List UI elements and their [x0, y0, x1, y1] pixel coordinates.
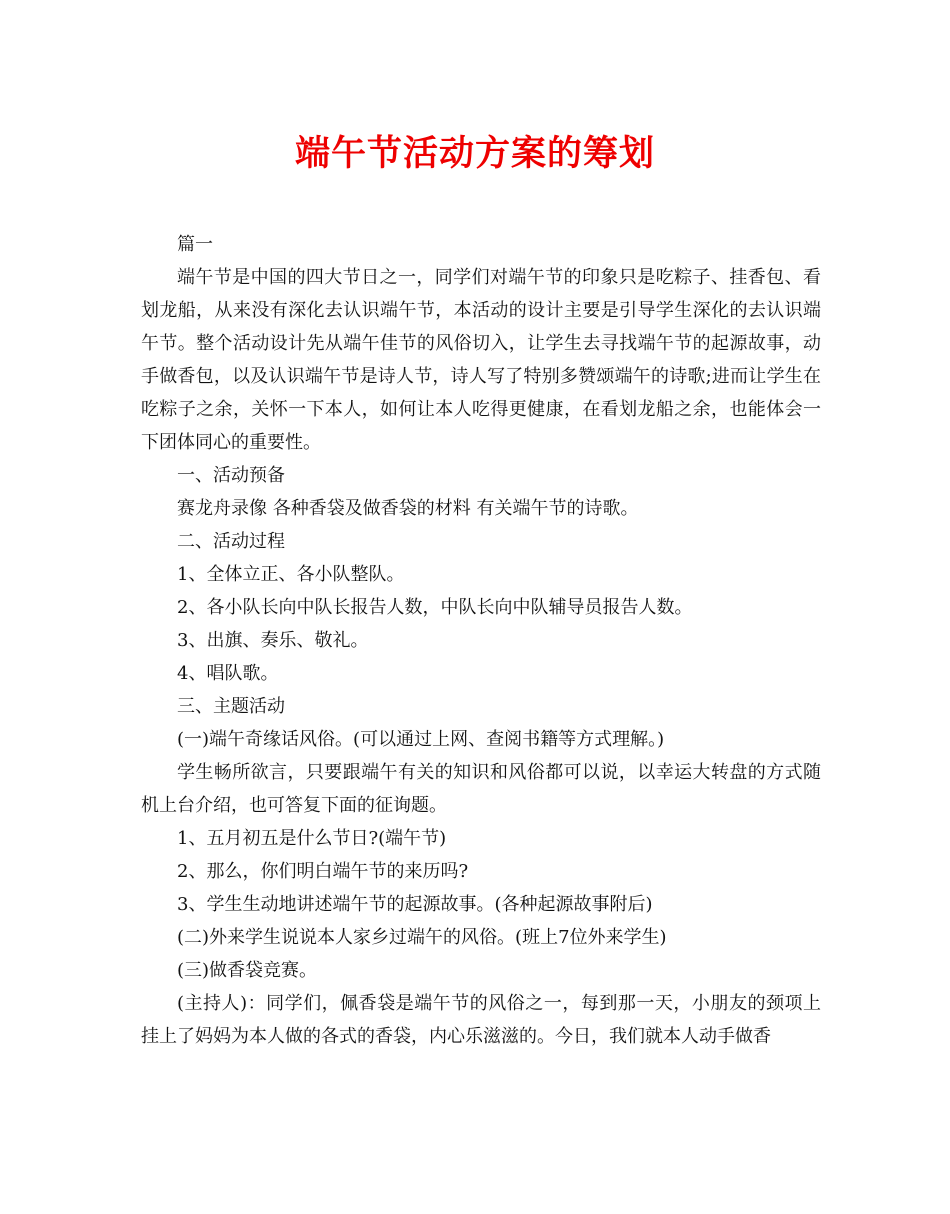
question-1: 1、五月初五是什么节日?(端午节)	[177, 828, 447, 849]
process-step-1: 1、全体立正、各小队整队。	[177, 564, 405, 585]
preparation-materials: 赛龙舟录像 各种香袋及做香袋的材料 有关端午节的诗歌。	[177, 498, 639, 519]
process-step-3: 3、出旗、奏乐、敬礼。	[177, 630, 369, 651]
theme-activity-three: (三)做香袋竞赛。	[177, 960, 318, 981]
heading-activity-preparation: 一、活动预备	[177, 465, 285, 486]
intro-paragraph: 端午节是中国的四大节日之一，同学们对端午节的印象只是吃粽子、挂香包、看划龙船，从来没有深化去认识端午节，本活动的设计主要是引导学生深化的去认识端午节。整个活动设计先从端午佳节的风俗切入，让学生去寻找端午节的起源故事，动手做香包，以及认识端午节是诗人节，诗人写了特别多赞颂端午的诗歌;进而让学生在吃粽子之余，关怀一下本人，如何让本人吃得更健康，在看划龙船之余，也能体会一下团体同心的重要性。	[141, 267, 821, 453]
document-title: 端午节活动方案的筹划	[294, 133, 655, 174]
question-3: 3、学生生动地讲述端午节的起源故事。(各种起源故事附后)	[177, 894, 653, 915]
host-speech: (主持人)：同学们，佩香袋是端午节的风俗之一，每到那一天，小朋友的颈项上挂上了妈妈为本人做的各式的香袋，内心乐滋滋的。今日，我们就本人动手做香	[141, 993, 821, 1047]
section-label-part-one: 篇一	[177, 234, 213, 255]
theme-activity-two: (二)外来学生说说本人家乡过端午的风俗。(班上7位外来学生)	[177, 927, 667, 948]
process-step-4: 4、唱队歌。	[177, 663, 279, 684]
heading-theme-activity: 三、主题活动	[177, 696, 285, 717]
document-body	[141, 228, 821, 1053]
theme-activity-one: (一)端午奇缘话风俗。(可以通过上网、查阅书籍等方式理解。)	[177, 729, 665, 750]
question-2: 2、那么，你们明白端午节的来历吗?	[177, 861, 469, 882]
process-step-2: 2、各小队长向中队长报告人数，中队长向中队辅导员报告人数。	[177, 597, 693, 618]
theme-activity-one-description: 学生畅所欲言，只要跟端午有关的知识和风俗都可以说，以幸运大转盘的方式随机上台介绍，也可答复下面的征询题。	[141, 762, 821, 816]
heading-activity-process: 二、活动过程	[177, 531, 285, 552]
